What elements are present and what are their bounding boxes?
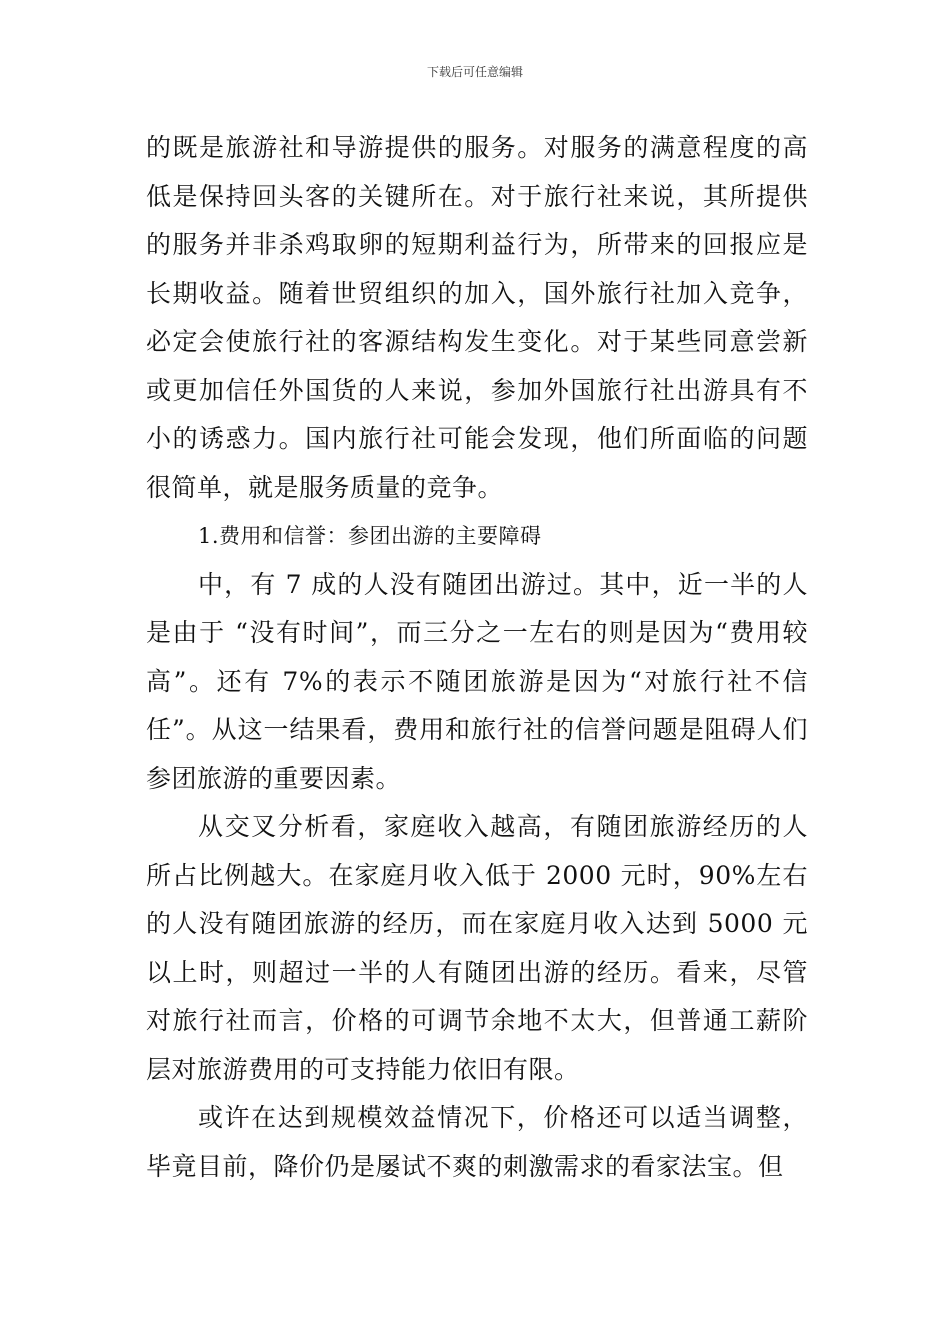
page-header-note: 下载后可任意编辑 — [426, 65, 523, 79]
section-heading-cost-reputation: 1.费用和信誉：参团出游的主要障碍 — [198, 524, 542, 548]
paragraph-service-quality: 的既是旅游社和导游提供的服务。对服务的满意程度的高低是保持回头客的关键所在。对于旅行社来说，其所提供的服务并非杀鸡取卵的短期利益行为，所带来的回报应是长期收益。随着世贸组织的加入，国外旅行社加入竞争，必定会使旅行社的客源结构发生变化。对于某些同意尝新或更加信任外国货的人来说，参加外国旅行社出游具有不小的诱惑力。国内旅行社可能会发现，他们所面临的问题很简单，就是服务质量的竞争。 — [146, 133, 808, 502]
document-body — [146, 124, 808, 1191]
paragraph-price-adjustment: 或许在达到规模效益情况下，价格还可以适当调整，毕竟目前，降价仍是屡试不爽的刺激需求的看家法宝。但 — [146, 1103, 808, 1181]
paragraph-survey-results: 中，有 7 成的人没有随团出游过。其中，近一半的人是由于 “没有时间”，而三分之一左右的则是因为“费用较高”。还有 7%的表示不随团旅游是因为“对旅行社不信任”。从这一结果看，费用和旅行社的信誉问题是阻碍人们参团旅游的重要因素。 — [146, 569, 808, 793]
paragraph-income-analysis: 从交叉分析看，家庭收入越高，有随团旅游经历的人所占比例越大。在家庭月收入低于 2000 元时，90%左右的人没有随团旅游的经历，而在家庭月收入达到 5000 元以上时，则超过一半的人有随团出游的经历。看来，尽管对旅行社而言，价格的可调节余地不太大，但普通工薪阶层对旅游费用的可支持能力依旧有限。 — [146, 812, 808, 1084]
